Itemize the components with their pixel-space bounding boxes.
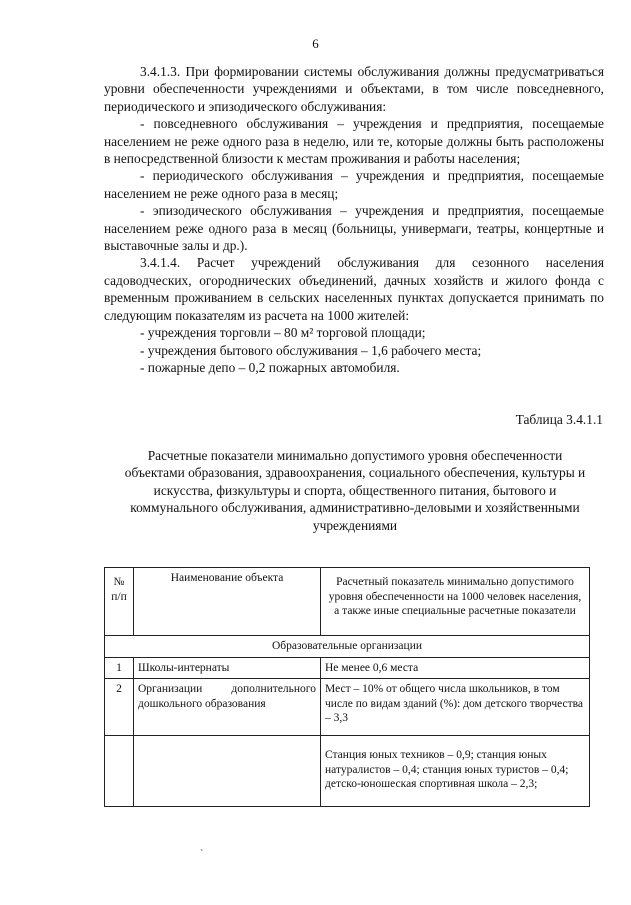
list-item: - учреждения торговли – 80 м² торговой площади; bbox=[140, 325, 426, 341]
table-row bbox=[105, 736, 590, 807]
paragraph-episodic-service: - эпизодического обслуживания – учреждения и предприятия, посещаемые населением реже одного раза в месяц (больницы, универмаги, театры, концертные и выставочные залы и др.). bbox=[104, 203, 604, 254]
list-item: - пожарные депо – 0,2 пожарных автомобиля. bbox=[140, 359, 400, 375]
page-number: 6 bbox=[312, 36, 319, 51]
section-title: Образовательные организации bbox=[105, 636, 590, 658]
paragraph-3-4-1-3: 3.4.1.3. При формировании системы обслуживания должны предусматриваться уровни обеспеченности учреждениями и объектами, в том числе повседневного, периодического и эпизодического обслуживания: bbox=[104, 64, 604, 114]
header-indicator: Расчетный показатель минимально допустимого уровня обеспеченности на 1000 человек населения, а также иные специальные расчетные показатели bbox=[321, 568, 590, 636]
body-text bbox=[104, 63, 604, 376]
paragraph-periodic-service: - периодического обслуживания – учреждения и предприятия, посещаемые населением не реже одного раза в месяц; bbox=[104, 168, 604, 201]
header-number: № п/п bbox=[105, 568, 134, 636]
row-object-name: Организации дополнительного дошкольного образования bbox=[134, 679, 321, 736]
row-object-name bbox=[134, 736, 321, 807]
paragraph-3-4-1-4: 3.4.1.4. Расчет учреждений обслуживания для сезонного населения садоводческих, огороднических объединений, дачных хозяйств и жилого фонда с временным проживанием в сельских населенных пунктах допускается принимать по следующим показателям из расчета на 1000 жителей: bbox=[104, 255, 604, 323]
stray-mark: ˋ bbox=[200, 849, 204, 860]
row-number: 1 bbox=[105, 657, 134, 679]
row-number bbox=[105, 736, 134, 807]
row-indicator: Мест – 10% от общего числа школьников, в том числе по видам зданий (%): дом детского творчества – 3,3 bbox=[321, 679, 590, 736]
row-number: 2 bbox=[105, 679, 134, 736]
table-section-row bbox=[105, 636, 590, 658]
row-object-name: Школы-интернаты bbox=[134, 657, 321, 679]
table-title: Расчетные показатели минимально допустимого уровня обеспеченности объектами образования, здравоохранения, социального обеспечения, культуры и искусства, физкультуры и спорта, общественного питания, бытового и коммунального обслуживания, административно-деловыми и хозяйственными учреждениями bbox=[124, 448, 586, 533]
paragraph-daily-service: - повседневного обслуживания – учреждения и предприятия, посещаемые населением не реже одного раза в неделю, или те, которые должны быть расположены в непосредственной близости к местам проживания и работы населения; bbox=[104, 116, 604, 167]
table-label: Таблица 3.4.1.1 bbox=[515, 412, 603, 427]
row-indicator: Станция юных техников – 0,9; станция юных натуралистов – 0,4; станция юных туристов – 0,4; детско-юношеская спортивная школа – 2,3; bbox=[321, 736, 590, 807]
table-row bbox=[105, 679, 590, 736]
header-object-name: Наименование объекта bbox=[134, 568, 321, 636]
table-header-row bbox=[105, 568, 590, 636]
table-row bbox=[105, 657, 590, 679]
list-item: - учреждения бытового обслуживания – 1,6 рабочего места; bbox=[140, 342, 482, 358]
indicators-table bbox=[104, 567, 590, 807]
row-indicator: Не менее 0,6 места bbox=[321, 657, 590, 679]
